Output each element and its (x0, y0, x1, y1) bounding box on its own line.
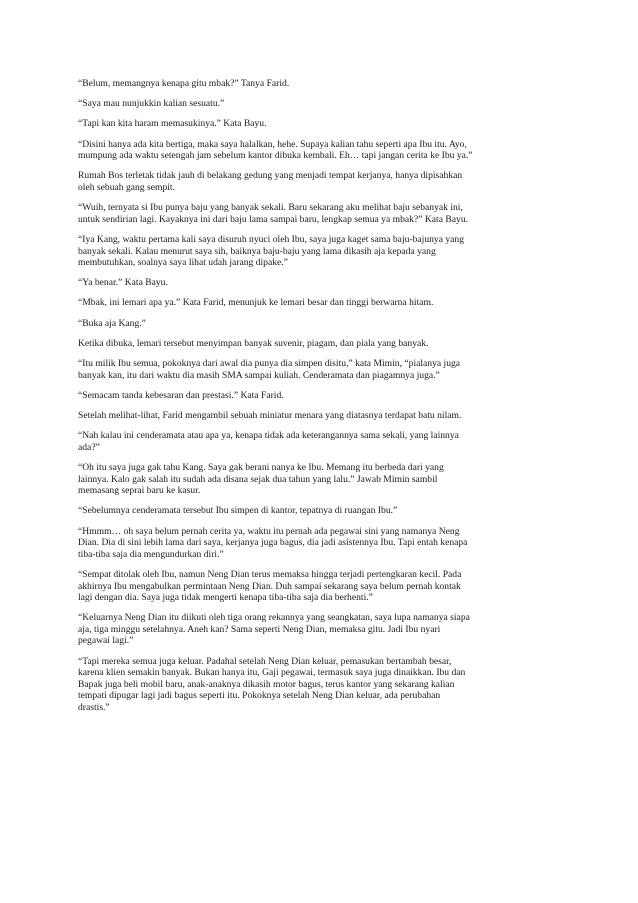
paragraph: “Hmmm… oh saya belum pernah cerita ya, waktu itu pernah ada pegawai sini yang namanya Neng Dian. Dia di sini lebih lama dari saya, kerjanya juga bagus, dia jadi asistennya Ibu. Tapi entah kenapa tiba-tiba saja dia mengundurkan diri.” (78, 525, 468, 560)
paragraph: “Iya Kang, waktu pertama kali saya disuruh nyuci oleh Ibu, saya juga kaget sama baju-bajunya yang banyak sekali. Kalau menurut saya sih, baiknya baju-baju yang lama dikasih aja kepada yang membutuhkan, soalnya saya lihat udah jarang dipake.” (78, 233, 465, 269)
paragraph: “Belum, memangnya kenapa gitu mbak?” Tanya Farid. (78, 78, 290, 89)
paragraph: “Disini hanya ada kita bertiga, maka saya halalkan, hehe. Supaya kalian tahu seperti apa Ibu itu. Ayo, mumpung ada waktu setengah jam sebelum kantor dibuka kembali. Eh… tapi jangan cerita ke Ibu ya.” (78, 138, 473, 162)
paragraph: “Semacam tanda kebesaran dan prestasi.” Kata Farid. (78, 389, 284, 401)
paragraph: “Mbak, ini lemari apa ya.” Kata Farid, menunjuk ke lemari besar dan tinggi berwarna hitam. (78, 297, 434, 309)
paragraph: “Buka aja Kang.” (78, 317, 146, 329)
paragraph: “Sempat ditolak oleh Ibu, namun Neng Dian terus memaksa hingga terjadi pertengkaran kecil. Pada akhirnya Ibu mengabulkan permintaan Neng Dian. Duh sampai sekarang saya belum pernah kontak lagi dengan dia. Saya juga tidak mengerti kenapa tiba-tiba saja dia berhenti.” (78, 568, 462, 604)
paragraph: “Keluarnya Neng Dian itu diikuti oleh tiga orang rekannya yang seangkatan, saya lupa namanya siapa aja, tiga minggu setelahnya. Aneh kan? Sama seperti Neng Dian, memaksa gitu. Jadi Ibu nyari pegawai lagi.” (78, 612, 470, 647)
paragraph: “Itu milik Ibu semua, pokoknya dari awal dia punya dia simpen disitu,” kata Mimin, “pialanya juga banyak kan, itu dari waktu dia masih SMA sampai kuliah. Cenderamata dan piagamnya juga.” (78, 358, 461, 381)
paragraph: Rumah Bos terletak tidak jauh di belakang gedung yang menjadi tempat kerjanya, hanya dipisahkan oleh sebuah gang sempit. (78, 170, 463, 193)
paragraph: “Wuih, ternyata si Ibu punya baju yang banyak sekali. Baru sekarang aku melihat baju sebanyak ini, untuk sendirian lagi. Kayaknya ini dari baju lama sampai baru, lengkap semua ya mbak?” Kata Bayu. (78, 202, 469, 225)
paragraph: “Saya mau nunjukkin kalian sesuatu.” (78, 98, 225, 110)
paragraph: “Tapi kan kita haram memasukinya.” Kata Bayu. (78, 118, 267, 130)
paragraph: “Oh itu saya juga gak tahu Kang. Saya gak berani nanya ke Ibu. Memang itu berbeda dari yang lainnya. Kalo gak salah itu sudah ada disana sejak dua tahun yang lalu.” Jawab Mimin sambil memasang seprai baru ke kasur. (78, 461, 444, 497)
paragraph: Ketika dibuka, lemari tersebut menyimpan banyak suvenir, piagam, dan piala yang banyak. (78, 337, 429, 349)
paragraph: “Tapi mereka semua juga keluar. Padahal setelah Neng Dian keluar, pemasukan bertambah besar, karena klien semakin banyak. Bukan hanya itu, Gaji pegawai, termasuk saya juga dinaikkan. Ibu dan Bapak juga beli mobil baru, anak-anaknya dikasih motor bagus, terus kantor yang sekarang kalian tempati dipugar lagi jadi bagus seperti itu. Pokoknya setelah Neng Dian keluar, ada perubahan drastis.” (78, 655, 466, 714)
paragraph: “Nah kalau ini cenderamata atau apa ya, kenapa tidak ada keterangannya sama sekali, yang lainnya ada?” (78, 430, 459, 453)
paragraph: Setelah melihat-lihat, Farid mengambil sebuah miniatur menara yang diatasnya terdapat batu nilam. (78, 410, 462, 421)
paragraph: “Ya benar.” Kata Bayu. (78, 277, 168, 289)
document-page (78, 78, 564, 722)
paragraph: “Sebelumnya cenderamata tersebut Ibu simpen di kantor, tepatnya di ruangan Ibu.” (78, 505, 398, 517)
